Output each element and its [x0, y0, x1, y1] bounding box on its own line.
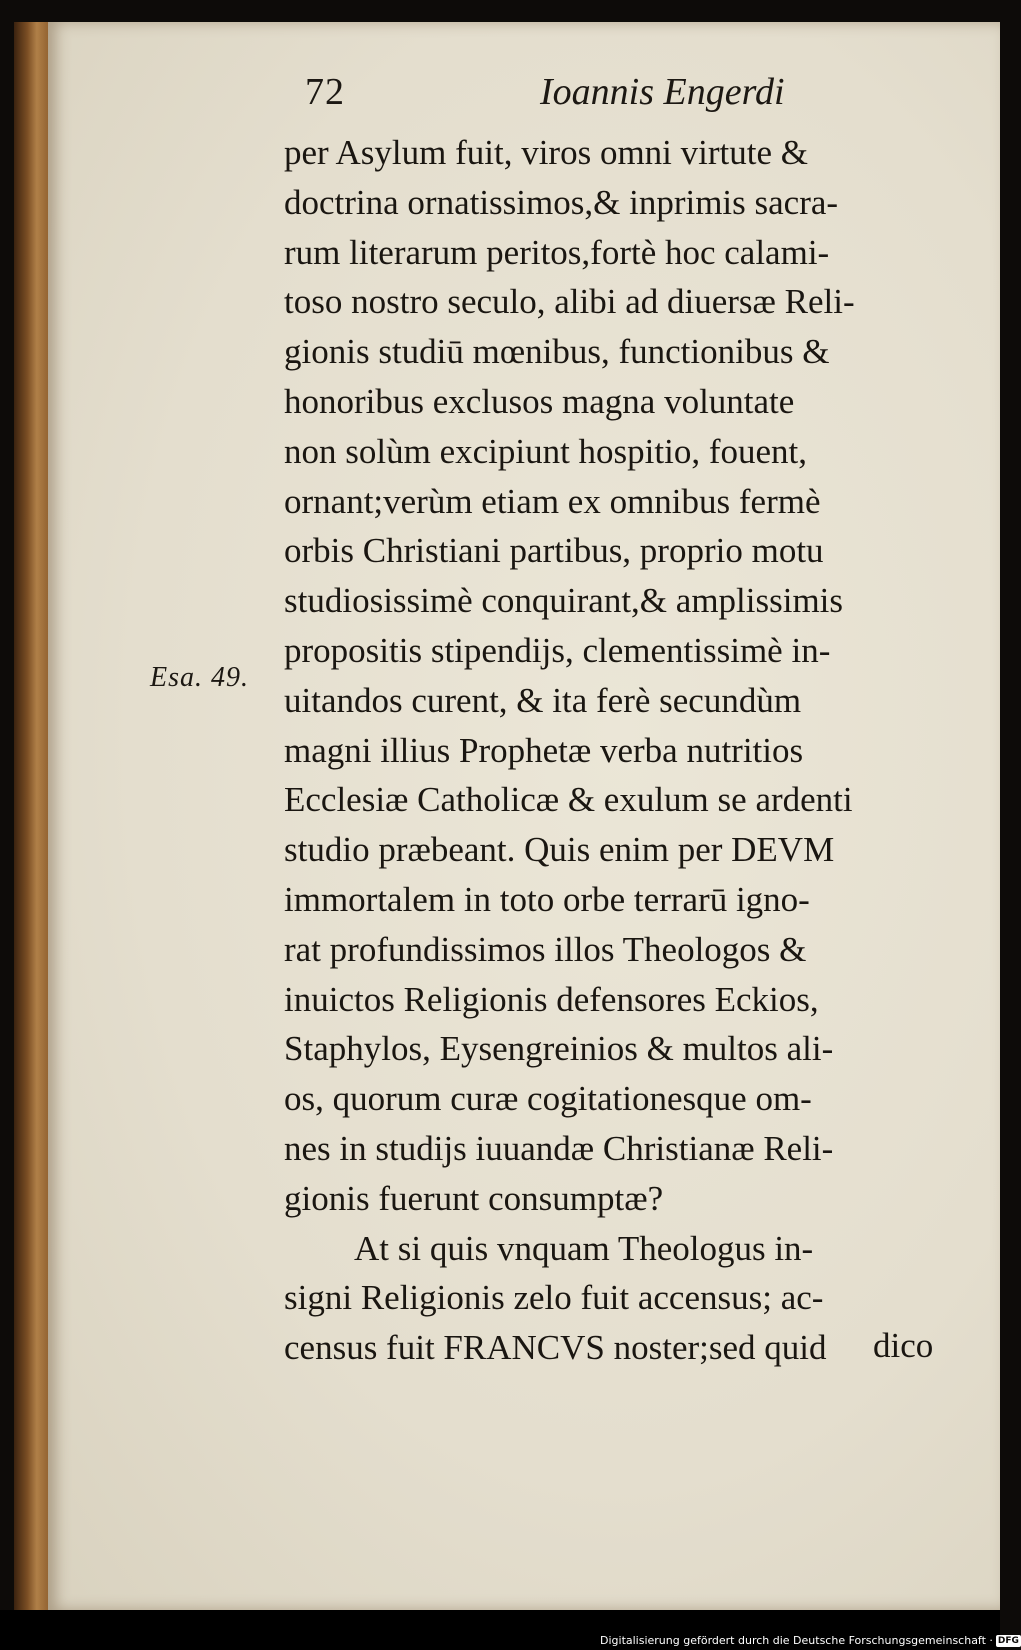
text-line: toso nostro seculo, alibi ad diuersæ Reli- — [284, 282, 855, 322]
text-line: rat profundissimos illos Theologos & — [284, 929, 807, 969]
text-line: studio præbeant. Quis enim per DEVM — [284, 830, 835, 870]
text-line: signi Religionis zelo fuit accensus; ac- — [284, 1278, 824, 1318]
catchword: dico — [873, 1326, 934, 1365]
text-line: census fuit FRANCVS noster;sed quid — [284, 1328, 827, 1368]
text-line: immortalem in toto orbe terrarū igno- — [284, 879, 810, 919]
text-line: os, quorum curæ cogitationesque om- — [284, 1079, 812, 1119]
text-line: propositis stipendijs, clementissimè in- — [284, 630, 831, 670]
text-line: nes in studijs iuuandæ Christianæ Reli- — [284, 1128, 834, 1168]
text-line: per Asylum fuit, viros omni virtute & — [284, 133, 808, 172]
text-line: honoribus exclusos magna voluntate — [284, 381, 795, 421]
text-line: orbis Christiani partibus, proprio motu — [284, 531, 824, 571]
text-line: Ecclesiæ Catholicæ & exulum se ardenti — [284, 780, 853, 820]
text-line: rum literarum peritos,fortè hoc calami- — [284, 232, 830, 272]
dfg-logo: DFG — [997, 1635, 1019, 1646]
running-title: Ioannis Engerdi — [540, 71, 785, 113]
book-spine-edge — [14, 22, 52, 1610]
text-line: studiosissimè conquirant,& amplissimis — [284, 581, 844, 621]
credit-text: Digitalisierung gefördert durch die Deutsche Forschungsgemeinschaft · — [600, 1634, 993, 1647]
text-line: magni illius Prophetæ verba nutritios — [284, 730, 804, 770]
text-line: Staphylos, Eysengreinios & multos ali- — [284, 1029, 834, 1069]
digitization-credit — [600, 1634, 1021, 1647]
text-line: gionis fuerunt consumptæ? — [284, 1178, 664, 1218]
text-line: doctrina ornatissimos,& inprimis sacra- — [284, 182, 839, 222]
body-text — [284, 128, 974, 1373]
text-line: uitandos curent, & ita ferè secundùm — [284, 680, 802, 720]
top-border — [0, 0, 1000, 22]
text-line: At si quis vnquam Theologus in- — [354, 1228, 814, 1268]
text-line: gionis studiū mœnibus, functionibus & — [284, 332, 830, 372]
text-line: non solùm excipiunt hospitio, fouent, — [284, 431, 808, 471]
text-line: inuictos Religionis defensores Eckios, — [284, 979, 819, 1019]
margin-note: Esa. 49. — [150, 662, 249, 693]
page-number: 72 — [305, 71, 345, 113]
text-line: ornant;verùm etiam ex omnibus fermè — [284, 481, 821, 521]
